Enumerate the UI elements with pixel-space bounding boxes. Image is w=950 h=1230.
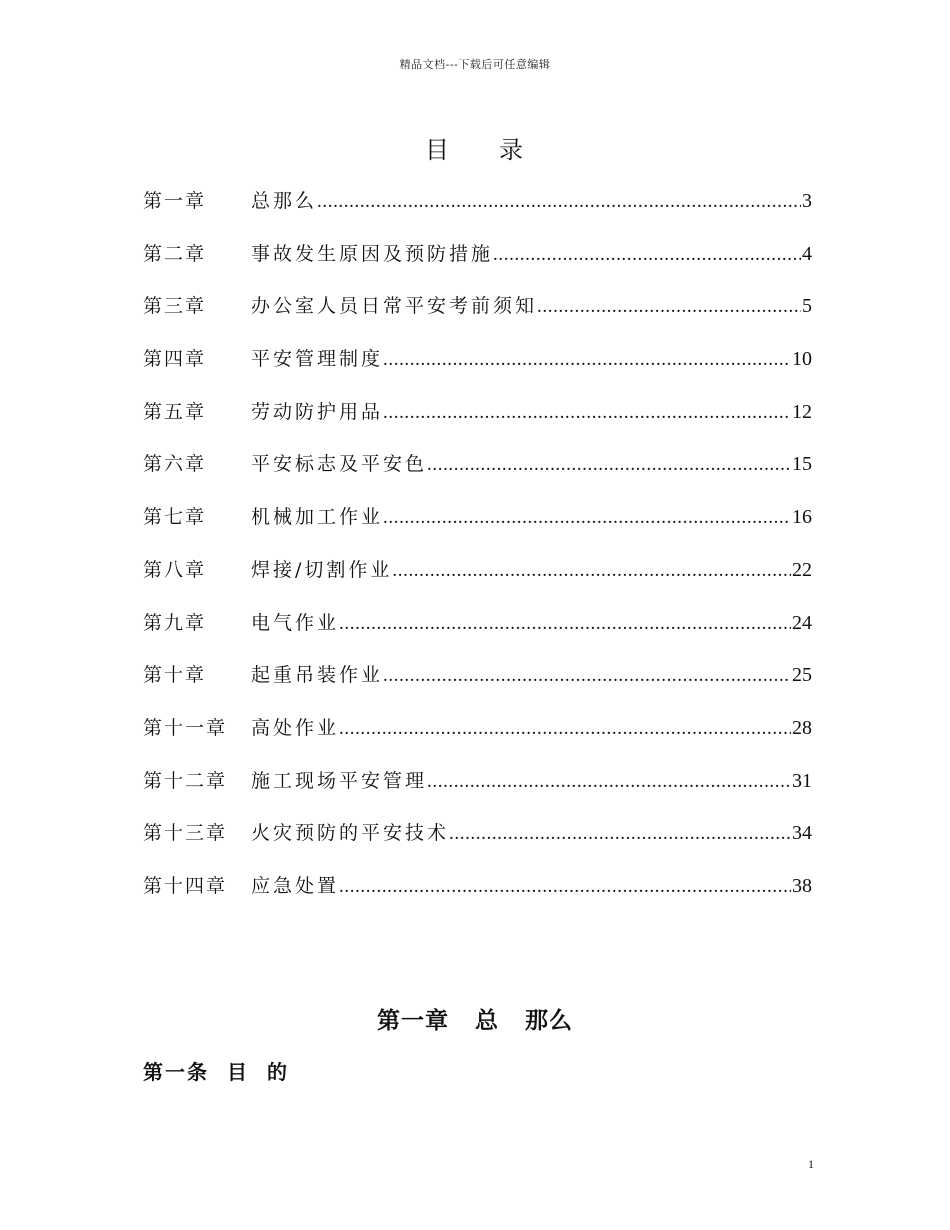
article-heading-title-part2: 的 bbox=[267, 1060, 289, 1084]
toc-page-number: 25 bbox=[792, 664, 812, 687]
toc-entry[interactable] bbox=[143, 291, 812, 344]
toc-entry[interactable] bbox=[143, 186, 812, 239]
toc-chapter-name: 高处作业 bbox=[251, 716, 340, 739]
page-header-note: 精品文档---下载后可任意编辑 bbox=[399, 58, 551, 71]
toc-entry[interactable] bbox=[143, 608, 812, 661]
article-heading-title-part1: 目 bbox=[227, 1060, 249, 1084]
page-number: 1 bbox=[808, 1157, 814, 1171]
toc-dot-leader bbox=[427, 454, 791, 476]
toc-chapter-name: 总那么 bbox=[251, 190, 318, 212]
table-of-contents bbox=[143, 186, 812, 924]
toc-page-number: 12 bbox=[792, 400, 812, 423]
toc-title bbox=[0, 130, 950, 165]
toc-chapter-number: 第二章 bbox=[143, 242, 207, 265]
toc-chapter-number: 第十二章 bbox=[143, 769, 228, 792]
toc-chapter-number: 第十四章 bbox=[143, 874, 228, 897]
toc-dot-leader bbox=[339, 876, 791, 898]
toc-page-number: 16 bbox=[792, 506, 812, 529]
toc-page-number: 5 bbox=[802, 295, 812, 318]
article-heading bbox=[143, 1056, 289, 1085]
toc-chapter-name: 事故发生原因及预防措施 bbox=[251, 242, 494, 265]
chapter-heading-title-part1: 总 bbox=[475, 1007, 499, 1034]
toc-entry[interactable] bbox=[143, 555, 812, 608]
chapter-heading-title-part2: 那么 bbox=[525, 1007, 573, 1034]
toc-chapter-name: 应急处置 bbox=[251, 874, 340, 897]
toc-entry[interactable] bbox=[143, 660, 812, 713]
toc-chapter-number: 第七章 bbox=[143, 506, 207, 529]
toc-entry[interactable] bbox=[143, 713, 812, 766]
article-heading-number: 第一条 bbox=[143, 1060, 209, 1084]
toc-page-number: 38 bbox=[792, 874, 812, 897]
toc-chapter-number: 第四章 bbox=[143, 348, 207, 371]
toc-page-number: 24 bbox=[792, 611, 812, 634]
toc-dot-leader bbox=[493, 244, 801, 266]
toc-dot-leader bbox=[339, 718, 791, 740]
toc-entry[interactable] bbox=[143, 344, 812, 397]
toc-chapter-name: 平安管理制度 bbox=[251, 348, 384, 371]
toc-chapter-name: 劳动防护用品 bbox=[251, 400, 384, 423]
toc-chapter-name: 焊接/切割作业 bbox=[251, 558, 393, 581]
toc-chapter-name: 电气作业 bbox=[251, 611, 340, 634]
chapter-heading bbox=[0, 1002, 950, 1035]
toc-entry[interactable] bbox=[143, 871, 812, 924]
toc-chapter-number: 第十三章 bbox=[143, 822, 228, 845]
toc-page-number: 22 bbox=[792, 558, 812, 581]
toc-title-right: 录 bbox=[499, 136, 525, 164]
toc-chapter-number: 第六章 bbox=[143, 453, 207, 476]
toc-chapter-name: 平安标志及平安色 bbox=[251, 453, 428, 476]
toc-page-number: 28 bbox=[792, 716, 812, 739]
toc-dot-leader bbox=[383, 507, 791, 529]
toc-dot-leader bbox=[383, 665, 791, 687]
toc-chapter-name: 施工现场平安管理 bbox=[251, 769, 428, 792]
toc-entry[interactable] bbox=[143, 397, 812, 450]
toc-dot-leader bbox=[383, 402, 791, 424]
toc-chapter-name: 办公室人员日常平安考前须知 bbox=[251, 295, 538, 318]
toc-chapter-number: 第一章 bbox=[143, 190, 207, 212]
toc-chapter-name: 机械加工作业 bbox=[251, 506, 384, 529]
toc-chapter-number: 第九章 bbox=[143, 611, 207, 634]
toc-entry[interactable] bbox=[143, 449, 812, 502]
toc-dot-leader bbox=[449, 823, 791, 845]
toc-title-left: 目 bbox=[425, 136, 451, 164]
toc-dot-leader bbox=[537, 296, 801, 318]
toc-dot-leader bbox=[392, 560, 791, 582]
toc-entry[interactable] bbox=[143, 766, 812, 819]
toc-dot-leader bbox=[427, 771, 791, 793]
toc-page-number: 10 bbox=[792, 348, 812, 371]
toc-dot-leader bbox=[339, 613, 791, 635]
toc-entry[interactable] bbox=[143, 818, 812, 871]
toc-page-number: 4 bbox=[802, 242, 812, 265]
toc-entry[interactable] bbox=[143, 502, 812, 555]
toc-page-number: 31 bbox=[792, 769, 812, 792]
toc-page-number: 15 bbox=[792, 453, 812, 476]
toc-chapter-number: 第八章 bbox=[143, 558, 207, 581]
toc-chapter-number: 第五章 bbox=[143, 400, 207, 423]
toc-chapter-number: 第三章 bbox=[143, 295, 207, 318]
toc-chapter-number: 第十一章 bbox=[143, 716, 228, 739]
toc-dot-leader bbox=[383, 349, 791, 371]
toc-page-number: 34 bbox=[792, 822, 812, 845]
toc-chapter-name: 火灾预防的平安技术 bbox=[251, 822, 450, 845]
toc-entry[interactable] bbox=[143, 239, 812, 292]
toc-chapter-number: 第十章 bbox=[143, 664, 207, 687]
chapter-heading-number: 第一章 bbox=[377, 1007, 449, 1034]
toc-page-number: 3 bbox=[802, 190, 812, 212]
toc-dot-leader bbox=[317, 191, 801, 213]
toc-chapter-name: 起重吊装作业 bbox=[251, 664, 384, 687]
